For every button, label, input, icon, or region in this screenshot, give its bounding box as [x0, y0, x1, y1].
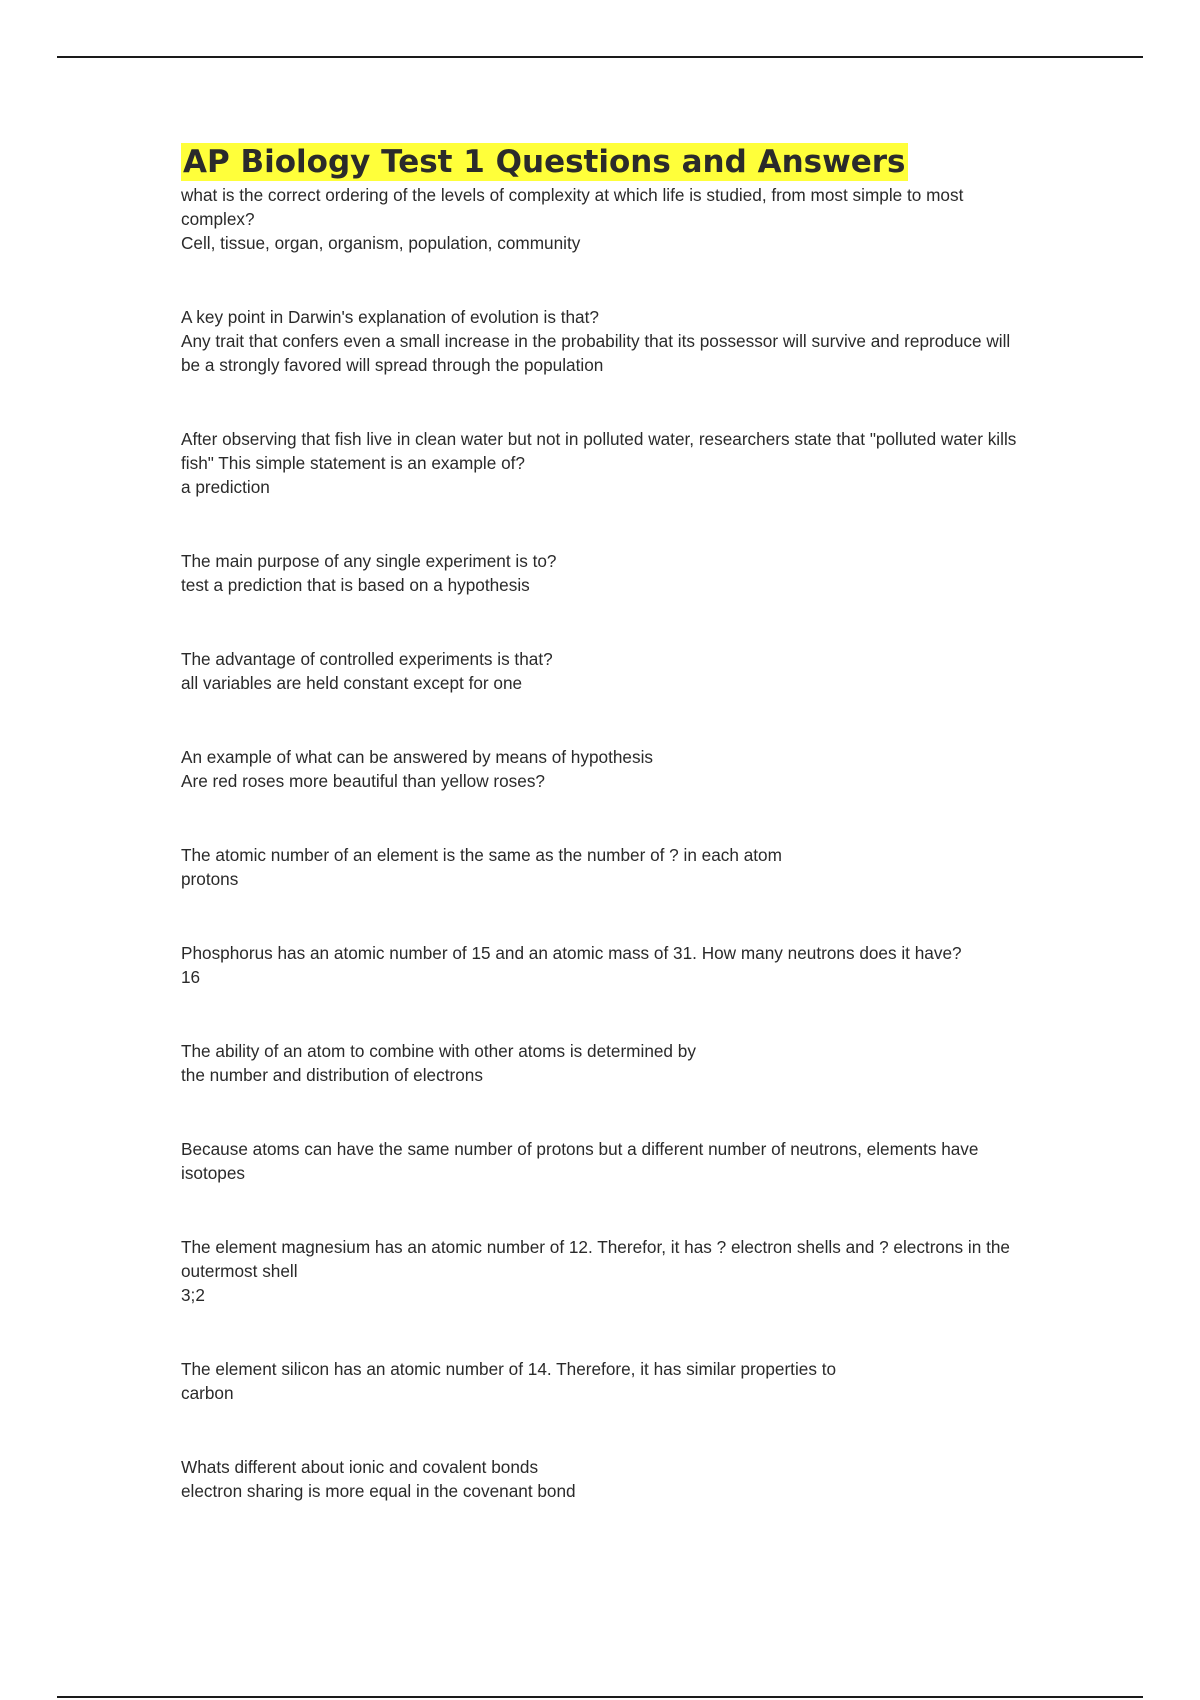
qa-item	[181, 183, 1021, 255]
answer-text: carbon	[181, 1383, 234, 1403]
qa-item	[181, 1039, 1021, 1087]
question-text: The element magnesium has an atomic number of 12. Therefor, it has ? electron shells and ? electrons in the outermost shell	[181, 1237, 1015, 1281]
qa-item	[181, 647, 1021, 695]
question-text: The atomic number of an element is the same as the number of ? in each atom	[181, 845, 782, 865]
question-text: The main purpose of any single experiment is to?	[181, 551, 557, 571]
qa-item	[181, 427, 1021, 499]
question-text: After observing that fish live in clean water but not in polluted water, researchers state that "polluted water kills fish" This simple statement is an example of?	[181, 429, 1022, 473]
question-text: The ability of an atom to combine with other atoms is determined by	[181, 1041, 696, 1061]
qa-item	[181, 549, 1021, 597]
question-text: Whats different about ionic and covalent bonds	[181, 1457, 539, 1477]
top-rule	[57, 56, 1143, 58]
bottom-rule	[57, 1696, 1143, 1698]
qa-item	[181, 1455, 1021, 1503]
answer-text: Cell, tissue, organ, organism, population, community	[181, 233, 581, 253]
answer-text: 16	[181, 967, 201, 987]
answer-text: 3;2	[181, 1285, 205, 1305]
answer-text: a prediction	[181, 477, 270, 497]
answer-text: protons	[181, 869, 239, 889]
answer-text: Any trait that confers even a small increase in the probability that its possessor will survive and reproduce will be a strongly favored will spread through the population	[181, 331, 1015, 375]
answer-text: test a prediction that is based on a hypothesis	[181, 575, 530, 595]
question-text: what is the correct ordering of the levels of complexity at which life is studied, from most simple to most complex?	[181, 185, 969, 229]
answer-text: isotopes	[181, 1163, 246, 1183]
qa-item	[181, 745, 1021, 793]
answer-text: all variables are held constant except for one	[181, 673, 523, 693]
answer-text: electron sharing is more equal in the covenant bond	[181, 1481, 576, 1501]
answer-text: the number and distribution of electrons	[181, 1065, 483, 1085]
question-text: The element silicon has an atomic number of 14. Therefore, it has similar properties to	[181, 1359, 837, 1379]
qa-list	[181, 183, 1021, 1503]
question-text: Phosphorus has an atomic number of 15 and an atomic mass of 31. How many neutrons does it have?	[181, 943, 962, 963]
answer-text: Are red roses more beautiful than yellow roses?	[181, 771, 545, 791]
document-title: AP Biology Test 1 Questions and Answers	[183, 144, 906, 180]
qa-item	[181, 941, 1021, 989]
question-text: The advantage of controlled experiments is that?	[181, 649, 553, 669]
qa-item	[181, 1137, 1021, 1185]
question-text: An example of what can be answered by means of hypothesis	[181, 747, 653, 767]
question-text: A key point in Darwin's explanation of evolution is that?	[181, 307, 599, 327]
qa-item	[181, 305, 1021, 377]
document-body	[181, 143, 1021, 1553]
question-text: Because atoms can have the same number of protons but a different number of neutrons, elements have	[181, 1139, 979, 1159]
qa-item	[181, 843, 1021, 891]
qa-item	[181, 1235, 1021, 1307]
qa-item	[181, 1357, 1021, 1405]
